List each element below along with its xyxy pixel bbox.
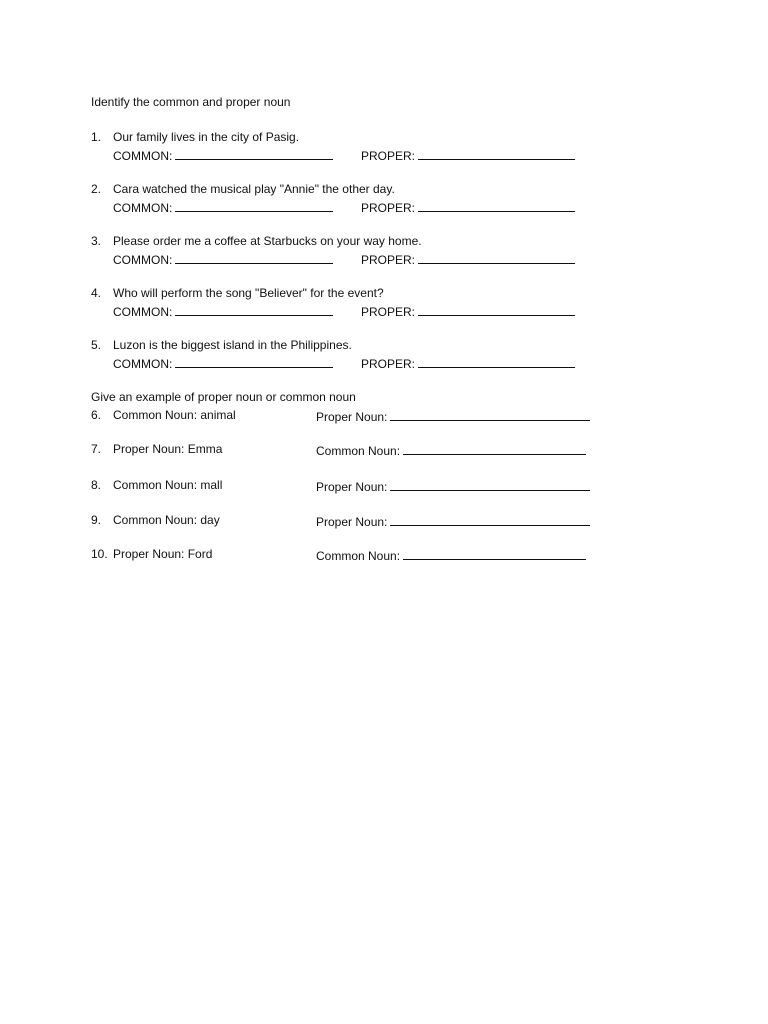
ask-label: Common Noun: (316, 444, 401, 458)
common-answer (113, 251, 333, 267)
answer-blank[interactable] (403, 442, 586, 455)
common-label: COMMON: (113, 305, 173, 319)
common-blank[interactable] (175, 199, 333, 212)
common-blank[interactable] (175, 251, 333, 264)
answer-blank[interactable] (390, 408, 590, 421)
ask-label: Proper Noun: (316, 480, 388, 494)
proper-blank[interactable] (418, 303, 575, 316)
common-answer (113, 147, 333, 163)
proper-answer (361, 199, 575, 215)
item-sentence: Luzon is the biggest island in the Philippines. (113, 338, 352, 352)
proper-blank[interactable] (418, 251, 575, 264)
answer-field (316, 408, 590, 424)
answer-blank[interactable] (390, 478, 590, 491)
common-label: COMMON: (113, 201, 173, 215)
item-number: 6. (91, 408, 102, 422)
answer-blank[interactable] (390, 513, 590, 526)
item-number: 10. (91, 547, 108, 561)
proper-answer (361, 355, 575, 371)
item-sentence: Please order me a coffee at Starbucks on your way home. (113, 234, 422, 248)
given-noun: Common Noun: day (113, 513, 220, 527)
proper-answer (361, 303, 575, 319)
proper-blank[interactable] (418, 147, 575, 160)
given-noun: Common Noun: animal (113, 408, 236, 422)
section1-heading: Identify the common and proper noun (91, 95, 291, 109)
common-answer (113, 303, 333, 319)
answer-field (316, 513, 590, 529)
common-label: COMMON: (113, 357, 173, 371)
common-blank[interactable] (175, 355, 333, 368)
item-sentence: Cara watched the musical play "Annie" the other day. (113, 182, 395, 196)
common-blank[interactable] (175, 147, 333, 160)
item-sentence: Who will perform the song "Believer" for the event? (113, 286, 384, 300)
item-number: 9. (91, 513, 102, 527)
ask-label: Proper Noun: (316, 515, 388, 529)
proper-label: PROPER: (361, 357, 416, 371)
answer-field (316, 442, 586, 458)
proper-label: PROPER: (361, 253, 416, 267)
proper-label: PROPER: (361, 149, 416, 163)
given-noun: Common Noun: mall (113, 478, 223, 492)
answer-field (316, 547, 586, 563)
common-answer (113, 199, 333, 215)
item-number: 4. (91, 286, 102, 300)
proper-blank[interactable] (418, 199, 575, 212)
item-number: 2. (91, 182, 102, 196)
item-number: 5. (91, 338, 102, 352)
given-noun: Proper Noun: Ford (113, 547, 213, 561)
item-sentence: Our family lives in the city of Pasig. (113, 130, 300, 144)
proper-answer (361, 147, 575, 163)
common-blank[interactable] (175, 303, 333, 316)
ask-label: Proper Noun: (316, 410, 388, 424)
ask-label: Common Noun: (316, 549, 401, 563)
item-number: 7. (91, 442, 102, 456)
common-label: COMMON: (113, 149, 173, 163)
section2-heading: Give an example of proper noun or common noun (91, 390, 356, 404)
common-label: COMMON: (113, 253, 173, 267)
proper-answer (361, 251, 575, 267)
proper-label: PROPER: (361, 201, 416, 215)
item-number: 8. (91, 478, 102, 492)
item-number: 3. (91, 234, 102, 248)
given-noun: Proper Noun: Emma (113, 442, 223, 456)
answer-field (316, 478, 590, 494)
proper-blank[interactable] (418, 355, 575, 368)
proper-label: PROPER: (361, 305, 416, 319)
answer-blank[interactable] (403, 547, 586, 560)
common-answer (113, 355, 333, 371)
item-number: 1. (91, 130, 102, 144)
